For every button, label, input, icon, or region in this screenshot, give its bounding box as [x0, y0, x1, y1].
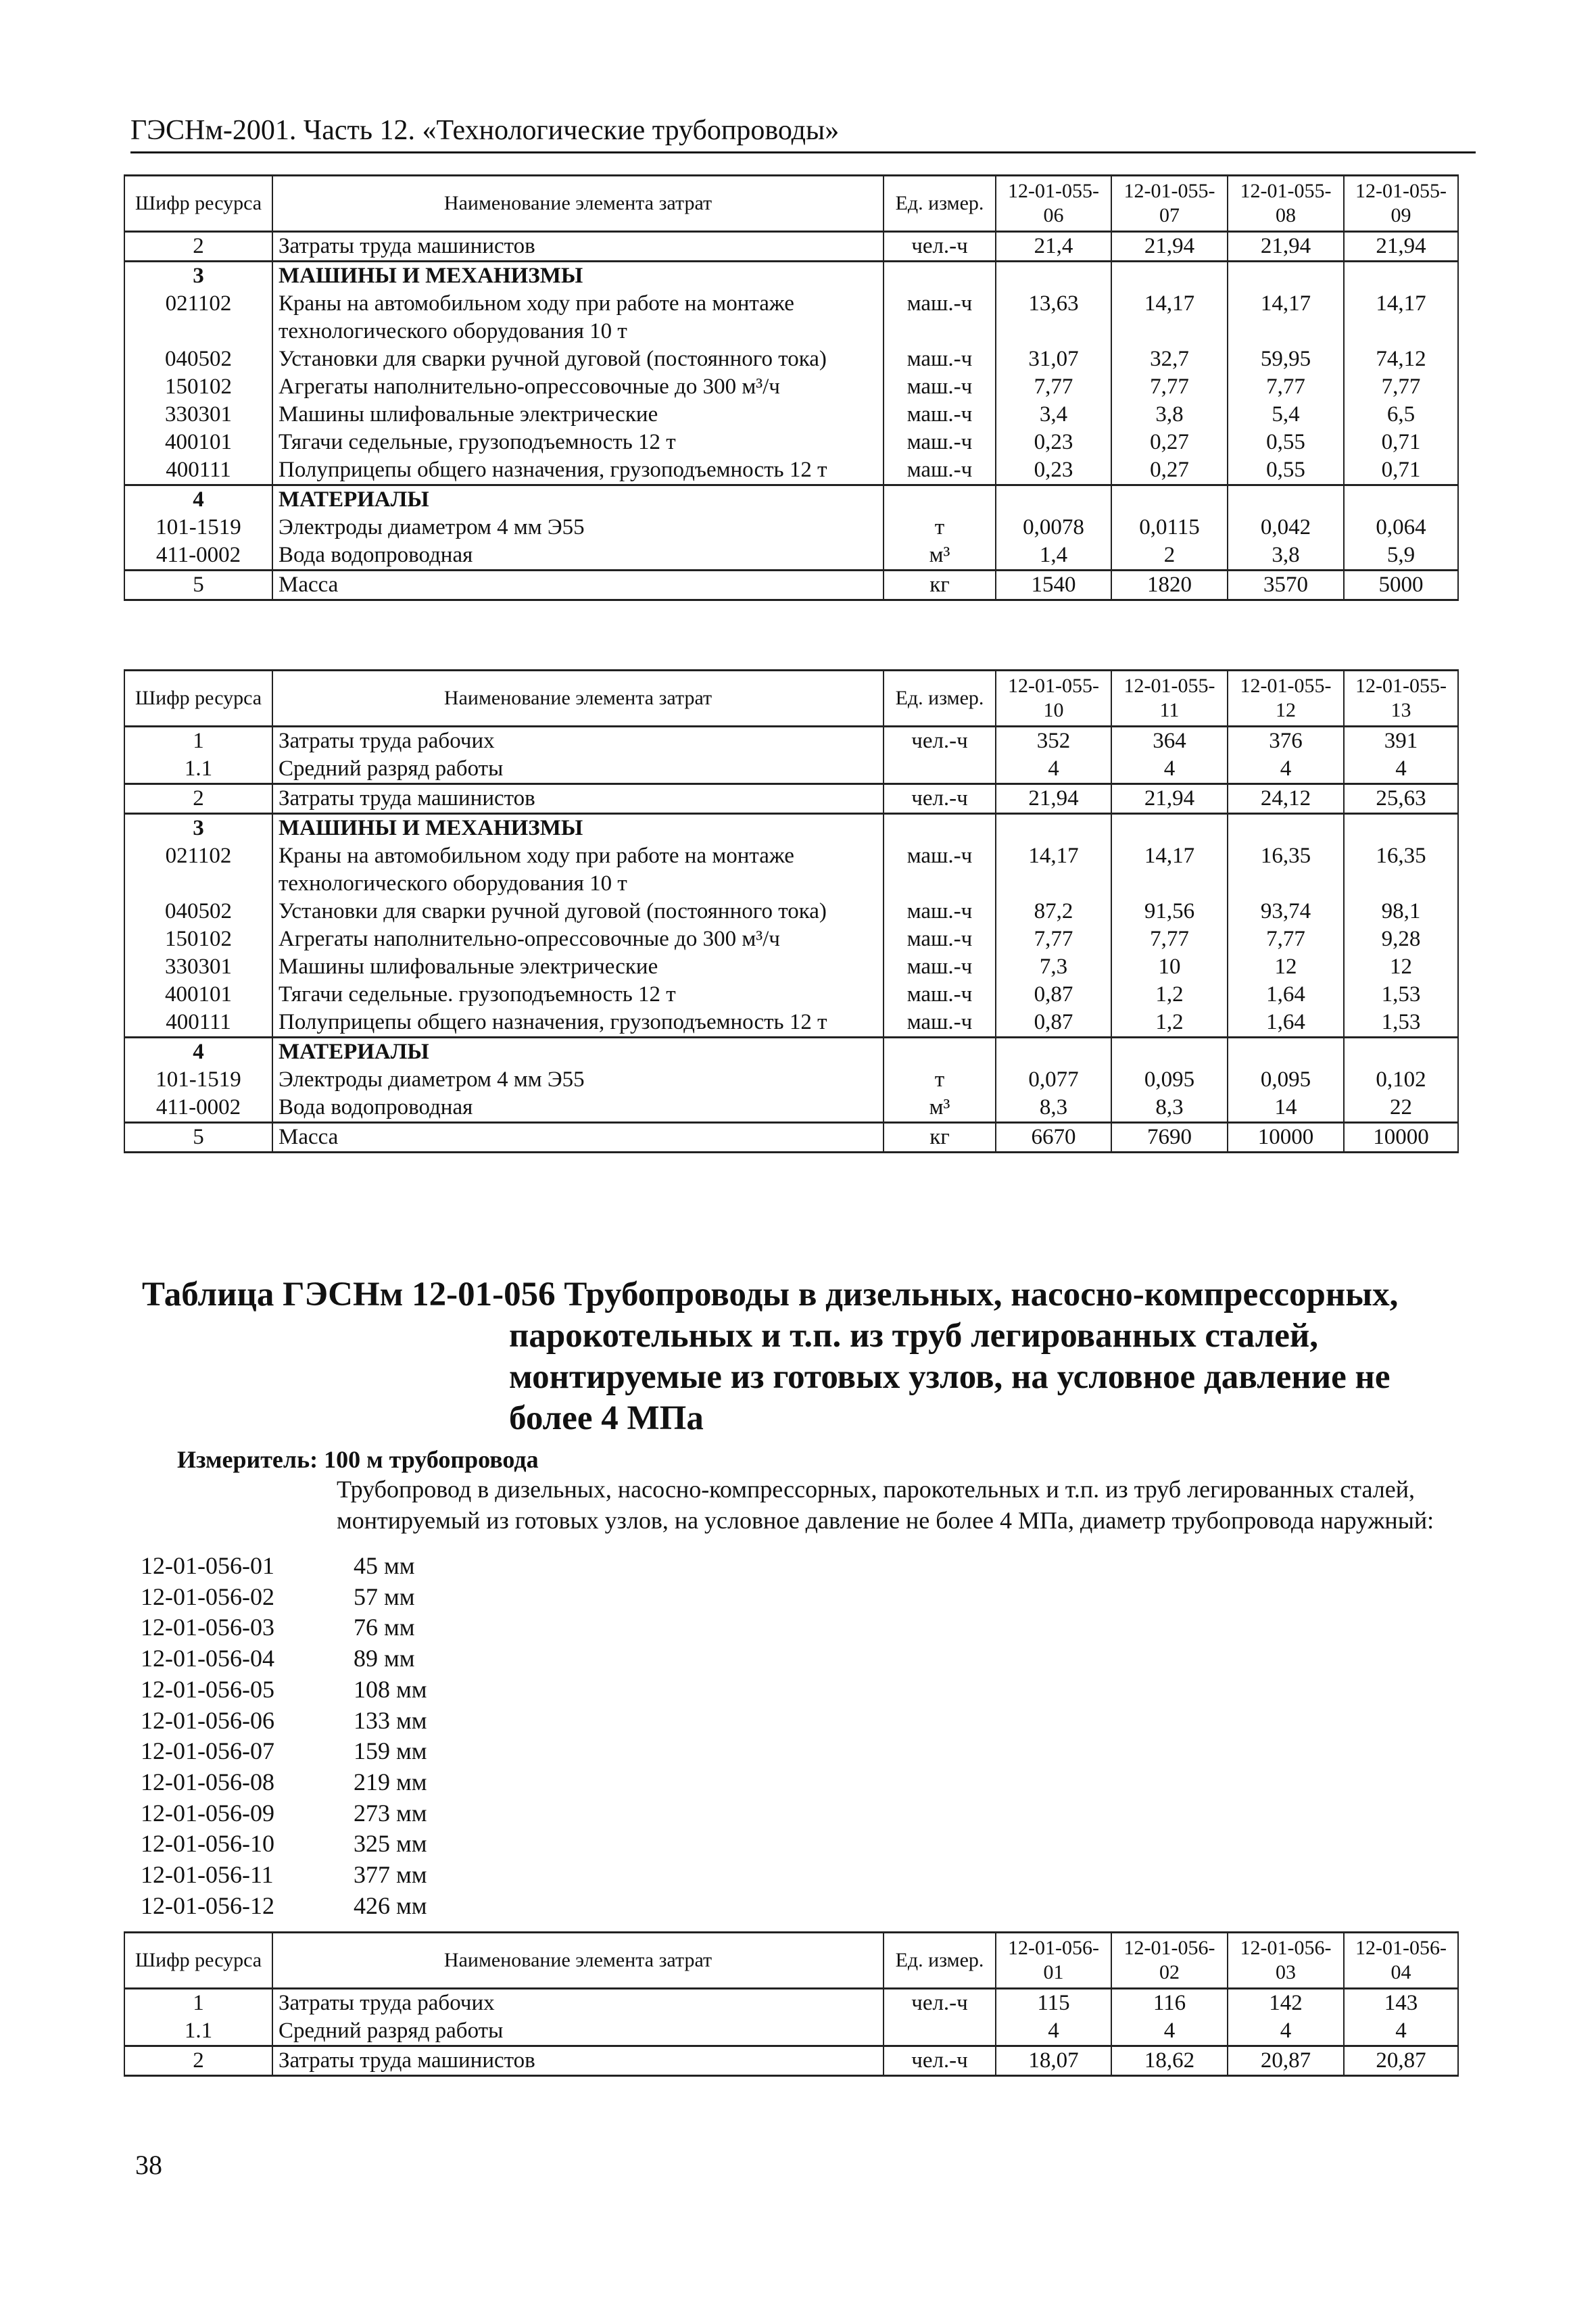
- table-row: [124, 755, 1458, 784]
- value: 14,17: [996, 842, 1111, 898]
- table-row: [124, 514, 1458, 541]
- value: 0,077: [996, 1066, 1111, 1094]
- value: 1,2: [1111, 1009, 1228, 1038]
- header-code: Шифр ресурса: [124, 176, 272, 232]
- value: 0,23: [996, 456, 1111, 485]
- table-row: [124, 842, 1458, 898]
- value: 10000: [1228, 1123, 1344, 1153]
- table-title-line: монтируемые из готовых узлов, на условное давление не: [509, 1358, 1391, 1396]
- diameter-list: [141, 1551, 427, 1921]
- resource-name: Электроды диаметром 4 мм Э55: [272, 1066, 884, 1094]
- unit: маш.-ч: [884, 925, 996, 953]
- list-item: [141, 1706, 427, 1737]
- unit: т: [884, 514, 996, 541]
- unit: маш.-ч: [884, 981, 996, 1009]
- value: 7,77: [1228, 925, 1344, 953]
- resource-code: 1: [124, 1989, 272, 2018]
- page-number: 38: [135, 2150, 162, 2180]
- value: 20,87: [1228, 2046, 1344, 2076]
- value: 5,9: [1344, 541, 1458, 571]
- resource-table-055-10-13: [124, 669, 1459, 1153]
- resource-name: Затраты труда машинистов: [272, 232, 884, 262]
- value: 21,94: [996, 784, 1111, 814]
- resource-name: Затраты труда машинистов: [272, 2046, 884, 2076]
- resource-name: Машины шлифовальные электрические: [272, 953, 884, 981]
- table-header-row: [124, 176, 1458, 232]
- value: 3,8: [1228, 541, 1344, 571]
- resource-code: 411-0002: [124, 541, 272, 571]
- value: 10000: [1344, 1123, 1458, 1153]
- norm-code: 12-01-056-10: [141, 1830, 274, 1858]
- table-title-line: Таблица ГЭСНм 12-01-056 Трубопроводы в дизельных, насосно-компрессорных,: [142, 1276, 1399, 1313]
- unit: [884, 755, 996, 784]
- table-row: [124, 232, 1458, 262]
- table-row: [124, 784, 1458, 814]
- value: 143: [1344, 1989, 1458, 2018]
- resource-code: 021102: [124, 842, 272, 898]
- unit: маш.-ч: [884, 898, 996, 925]
- unit: кг: [884, 1123, 996, 1153]
- diameter: 57 мм: [354, 1583, 415, 1610]
- resource-code: 1: [124, 727, 272, 756]
- resource-code: 1.1: [124, 2017, 272, 2046]
- value: 59,95: [1228, 345, 1344, 373]
- resource-code: 4: [124, 1038, 272, 1067]
- resource-name: Затраты труда рабочих: [272, 727, 884, 756]
- norm-code: 12-01-056-02: [141, 1583, 274, 1610]
- resource-code: 411-0002: [124, 1094, 272, 1123]
- resource-code: 2: [124, 784, 272, 814]
- resource-name: Тягачи седельные, грузоподъемность 12 т: [272, 429, 884, 456]
- table-title: [142, 1274, 1453, 1439]
- resource-code: 2: [124, 2046, 272, 2076]
- list-item: [141, 1643, 427, 1674]
- resource-code: 330301: [124, 953, 272, 981]
- unit: м³: [884, 1094, 996, 1123]
- value: 0,87: [996, 981, 1111, 1009]
- value: 5,4: [1228, 401, 1344, 429]
- value: 1820: [1111, 571, 1228, 600]
- header-norm-code: 12-01-055-12: [1228, 671, 1344, 727]
- resource-code: 1.1: [124, 755, 272, 784]
- value: 0,042: [1228, 514, 1344, 541]
- table-row: [124, 429, 1458, 456]
- header-norm-code: 12-01-055-13: [1344, 671, 1458, 727]
- measure-unit: Измеритель: 100 м трубопровода: [177, 1446, 539, 1473]
- unit: маш.-ч: [884, 373, 996, 401]
- value: 7,3: [996, 953, 1111, 981]
- unit: чел.-ч: [884, 784, 996, 814]
- value: 7,77: [1344, 373, 1458, 401]
- section-row: [124, 485, 1458, 514]
- value: 12: [1344, 953, 1458, 981]
- value: 21,94: [1344, 232, 1458, 262]
- table-row: [124, 373, 1458, 401]
- header-name: Наименование элемента затрат: [272, 1933, 884, 1989]
- resource-code: 150102: [124, 373, 272, 401]
- resource-code: 101-1519: [124, 514, 272, 541]
- diameter: 133 мм: [354, 1706, 427, 1734]
- list-item: [141, 1860, 427, 1891]
- value: 142: [1228, 1989, 1344, 2018]
- value: 7,77: [996, 925, 1111, 953]
- resource-name: Краны на автомобильном ходу при работе на монтаже технологического оборудования 10 т: [272, 842, 884, 898]
- value: 25,63: [1344, 784, 1458, 814]
- value: 0,102: [1344, 1066, 1458, 1094]
- norm-code: 12-01-056-07: [141, 1737, 274, 1765]
- diameter: 273 мм: [354, 1799, 427, 1827]
- resource-name: Полуприцепы общего назначения, грузоподъемность 12 т: [272, 1009, 884, 1038]
- resource-code: 330301: [124, 401, 272, 429]
- list-item: [141, 1612, 427, 1643]
- resource-name: Установки для сварки ручной дуговой (постоянного тока): [272, 345, 884, 373]
- table-row: [124, 456, 1458, 485]
- value: 6,5: [1344, 401, 1458, 429]
- diameter: 426 мм: [354, 1891, 427, 1919]
- diameter: 89 мм: [354, 1645, 415, 1672]
- norm-code: 12-01-056-04: [141, 1645, 274, 1672]
- value: 1,53: [1344, 981, 1458, 1009]
- value: 2: [1111, 541, 1228, 571]
- norm-code: 12-01-056-09: [141, 1799, 274, 1827]
- diameter: 108 мм: [354, 1675, 427, 1703]
- header-norm-code: 12-01-055-07: [1111, 176, 1228, 232]
- resource-code: 4: [124, 485, 272, 514]
- unit: маш.-ч: [884, 290, 996, 345]
- section-row: [124, 1038, 1458, 1067]
- value: 0,0115: [1111, 514, 1228, 541]
- resource-name: Затраты труда машинистов: [272, 784, 884, 814]
- table-row: [124, 1066, 1458, 1094]
- header-norm-code: 12-01-055-08: [1228, 176, 1344, 232]
- value: 4: [1228, 2017, 1344, 2046]
- norm-code: 12-01-056-03: [141, 1614, 274, 1641]
- resource-code: 021102: [124, 290, 272, 345]
- table-row: [124, 1094, 1458, 1123]
- value: 0,55: [1228, 456, 1344, 485]
- resource-code: 400111: [124, 1009, 272, 1038]
- value: 3,4: [996, 401, 1111, 429]
- value: 1,53: [1344, 1009, 1458, 1038]
- resource-code: 400101: [124, 981, 272, 1009]
- unit: кг: [884, 571, 996, 600]
- diameter: 76 мм: [354, 1614, 415, 1641]
- table-row: [124, 2017, 1458, 2046]
- value: 0,095: [1228, 1066, 1344, 1094]
- value: 0,0078: [996, 514, 1111, 541]
- value: 20,87: [1344, 2046, 1458, 2076]
- unit: маш.-ч: [884, 842, 996, 898]
- resource-name: Средний разряд работы: [272, 755, 884, 784]
- norm-code: 12-01-056-01: [141, 1552, 274, 1579]
- resource-code: 5: [124, 1123, 272, 1153]
- value: 14,17: [1228, 290, 1344, 345]
- resource-name: Электроды диаметром 4 мм Э55: [272, 514, 884, 541]
- unit: маш.-ч: [884, 1009, 996, 1038]
- header-name: Наименование элемента затрат: [272, 176, 884, 232]
- norm-code: 12-01-056-08: [141, 1768, 274, 1795]
- unit: маш.-ч: [884, 401, 996, 429]
- list-item: [141, 1829, 427, 1860]
- value: 8,3: [996, 1094, 1111, 1123]
- list-item: [141, 1736, 427, 1767]
- table-row: [124, 925, 1458, 953]
- table-row: [124, 1009, 1458, 1038]
- value: 364: [1111, 727, 1228, 756]
- value: 4: [1111, 755, 1228, 784]
- list-item: [141, 1798, 427, 1829]
- table-row: [124, 1123, 1458, 1153]
- value: 14: [1228, 1094, 1344, 1123]
- value: 7690: [1111, 1123, 1228, 1153]
- header-unit: Ед. измер.: [884, 176, 996, 232]
- table-row: [124, 2046, 1458, 2076]
- resource-code: 3: [124, 262, 272, 291]
- value: 1,2: [1111, 981, 1228, 1009]
- table-row: [124, 981, 1458, 1009]
- table-row: [124, 401, 1458, 429]
- value: 0,55: [1228, 429, 1344, 456]
- header-norm-code: 12-01-056-04: [1344, 1933, 1458, 1989]
- unit: м³: [884, 541, 996, 571]
- unit: [884, 2017, 996, 2046]
- value: 352: [996, 727, 1111, 756]
- value: 21,94: [1111, 784, 1228, 814]
- diameter: 219 мм: [354, 1768, 427, 1795]
- unit: маш.-ч: [884, 953, 996, 981]
- value: 18,07: [996, 2046, 1111, 2076]
- resource-name: Установки для сварки ручной дуговой (постоянного тока): [272, 898, 884, 925]
- value: 14,17: [1111, 290, 1228, 345]
- value: 116: [1111, 1989, 1228, 2018]
- header-norm-code: 12-01-055-09: [1344, 176, 1458, 232]
- header-norm-code: 12-01-055-10: [996, 671, 1111, 727]
- value: 4: [1344, 2017, 1458, 2046]
- diameter: 159 мм: [354, 1737, 427, 1765]
- resource-name: Масса: [272, 1123, 884, 1153]
- table-row: [124, 727, 1458, 756]
- diameter: 377 мм: [354, 1861, 427, 1889]
- value: 4: [996, 2017, 1111, 2046]
- unit: чел.-ч: [884, 727, 996, 756]
- value: 12: [1228, 953, 1344, 981]
- header-norm-code: 12-01-056-03: [1228, 1933, 1344, 1989]
- resource-name: Вода водопроводная: [272, 1094, 884, 1123]
- resource-name: Агрегаты наполнительно-опрессовочные до 300 м³/ч: [272, 373, 884, 401]
- list-item: [141, 1582, 427, 1613]
- value: 87,2: [996, 898, 1111, 925]
- table-row: [124, 290, 1458, 345]
- resource-code: 400111: [124, 456, 272, 485]
- value: 5000: [1344, 571, 1458, 600]
- value: 98,1: [1344, 898, 1458, 925]
- value: 16,35: [1344, 842, 1458, 898]
- header-norm-code: 12-01-056-01: [996, 1933, 1111, 1989]
- value: 7,77: [1111, 373, 1228, 401]
- resource-code: 040502: [124, 345, 272, 373]
- value: 4: [1111, 2017, 1228, 2046]
- table-row: [124, 898, 1458, 925]
- resource-name: Тягачи седельные. грузоподъемность 12 т: [272, 981, 884, 1009]
- unit: чел.-ч: [884, 1989, 996, 2018]
- table-row: [124, 1989, 1458, 2018]
- header-norm-code: 12-01-055-06: [996, 176, 1111, 232]
- table-row: [124, 571, 1458, 600]
- header-unit: Ед. измер.: [884, 1933, 996, 1989]
- table-row: [124, 953, 1458, 981]
- value: 9,28: [1344, 925, 1458, 953]
- value: 4: [1344, 755, 1458, 784]
- list-item: [141, 1891, 427, 1922]
- value: 22: [1344, 1094, 1458, 1123]
- value: 18,62: [1111, 2046, 1228, 2076]
- header-code: Шифр ресурса: [124, 671, 272, 727]
- header-unit: Ед. измер.: [884, 671, 996, 727]
- norm-code: 12-01-056-11: [141, 1861, 274, 1889]
- resource-name: Масса: [272, 571, 884, 600]
- work-description: Трубопровод в дизельных, насосно-компрессорных, парокотельных и т.п. из труб легированных сталей, монтируемый из готовых узлов, на условное давление не более 4 МПа, диаметр трубопровода наружный:: [337, 1476, 1434, 1534]
- resource-code: 150102: [124, 925, 272, 953]
- resource-table-056-01-04: [124, 1931, 1459, 2077]
- value: 31,07: [996, 345, 1111, 373]
- resource-code: 5: [124, 571, 272, 600]
- value: 0,064: [1344, 514, 1458, 541]
- unit: маш.-ч: [884, 456, 996, 485]
- unit: т: [884, 1066, 996, 1094]
- header-name: Наименование элемента затрат: [272, 671, 884, 727]
- value: 1,4: [996, 541, 1111, 571]
- value: 115: [996, 1989, 1111, 2018]
- running-header: ГЭСНм-2001. Часть 12. «Технологические трубопроводы»: [130, 114, 1476, 153]
- value: 32,7: [1111, 345, 1228, 373]
- unit: чел.-ч: [884, 232, 996, 262]
- value: 0,095: [1111, 1066, 1228, 1094]
- resource-name: Средний разряд работы: [272, 2017, 884, 2046]
- resource-name: Краны на автомобильном ходу при работе на монтаже технологического оборудования 10 т: [272, 290, 884, 345]
- resource-name: Агрегаты наполнительно-опрессовочные до 300 м³/ч: [272, 925, 884, 953]
- norm-code: 12-01-056-05: [141, 1675, 274, 1703]
- value: 0,27: [1111, 429, 1228, 456]
- value: 7,77: [996, 373, 1111, 401]
- resource-name: Вода водопроводная: [272, 541, 884, 571]
- unit: маш.-ч: [884, 429, 996, 456]
- value: 0,23: [996, 429, 1111, 456]
- value: 0,71: [1344, 429, 1458, 456]
- value: 14,17: [1111, 842, 1228, 898]
- value: 13,63: [996, 290, 1111, 345]
- table-header-row: [124, 671, 1458, 727]
- section-title: МАТЕРИАЛЫ: [272, 1038, 884, 1067]
- resource-table-055-06-09: [124, 174, 1459, 601]
- value: 3,8: [1111, 401, 1228, 429]
- table-header-row: [124, 1933, 1458, 1989]
- resource-code: 2: [124, 232, 272, 262]
- table-row: [124, 541, 1458, 571]
- table-title-line: парокотельных и т.п. из труб легированных сталей,: [509, 1317, 1318, 1355]
- value: 91,56: [1111, 898, 1228, 925]
- value: 3570: [1228, 571, 1344, 600]
- value: 391: [1344, 727, 1458, 756]
- resource-name: Полуприцепы общего назначения, грузоподъемность 12 т: [272, 456, 884, 485]
- resource-code: 400101: [124, 429, 272, 456]
- list-item: [141, 1551, 427, 1582]
- value: 93,74: [1228, 898, 1344, 925]
- value: 1540: [996, 571, 1111, 600]
- table-row: [124, 345, 1458, 373]
- resource-code: 040502: [124, 898, 272, 925]
- diameter: 325 мм: [354, 1830, 427, 1858]
- value: 10: [1111, 953, 1228, 981]
- value: 6670: [996, 1123, 1111, 1153]
- diameter: 45 мм: [354, 1552, 415, 1579]
- value: 0,87: [996, 1009, 1111, 1038]
- value: 1,64: [1228, 1009, 1344, 1038]
- value: 21,4: [996, 232, 1111, 262]
- unit: маш.-ч: [884, 345, 996, 373]
- section-title: МАШИНЫ И МЕХАНИЗМЫ: [272, 814, 884, 843]
- value: 24,12: [1228, 784, 1344, 814]
- section-row: [124, 814, 1458, 843]
- value: 7,77: [1228, 373, 1344, 401]
- value: 1,64: [1228, 981, 1344, 1009]
- resource-name: Затраты труда рабочих: [272, 1989, 884, 2018]
- value: 21,94: [1111, 232, 1228, 262]
- norm-code: 12-01-056-06: [141, 1706, 274, 1734]
- value: 376: [1228, 727, 1344, 756]
- list-item: [141, 1767, 427, 1798]
- value: 74,12: [1344, 345, 1458, 373]
- header-norm-code: 12-01-056-02: [1111, 1933, 1228, 1989]
- section-title: МАТЕРИАЛЫ: [272, 485, 884, 514]
- header-code: Шифр ресурса: [124, 1933, 272, 1989]
- list-item: [141, 1674, 427, 1706]
- section-row: [124, 262, 1458, 291]
- resource-code: 3: [124, 814, 272, 843]
- value: 8,3: [1111, 1094, 1228, 1123]
- resource-name: Машины шлифовальные электрические: [272, 401, 884, 429]
- value: 0,71: [1344, 456, 1458, 485]
- norm-code: 12-01-056-12: [141, 1891, 274, 1919]
- unit: чел.-ч: [884, 2046, 996, 2076]
- section-title: МАШИНЫ И МЕХАНИЗМЫ: [272, 262, 884, 291]
- value: 21,94: [1228, 232, 1344, 262]
- value: 4: [996, 755, 1111, 784]
- header-norm-code: 12-01-055-11: [1111, 671, 1228, 727]
- value: 0,27: [1111, 456, 1228, 485]
- value: 4: [1228, 755, 1344, 784]
- resource-code: 101-1519: [124, 1066, 272, 1094]
- value: 7,77: [1111, 925, 1228, 953]
- value: 14,17: [1344, 290, 1458, 345]
- table-title-line: более 4 МПа: [509, 1399, 704, 1437]
- value: 16,35: [1228, 842, 1344, 898]
